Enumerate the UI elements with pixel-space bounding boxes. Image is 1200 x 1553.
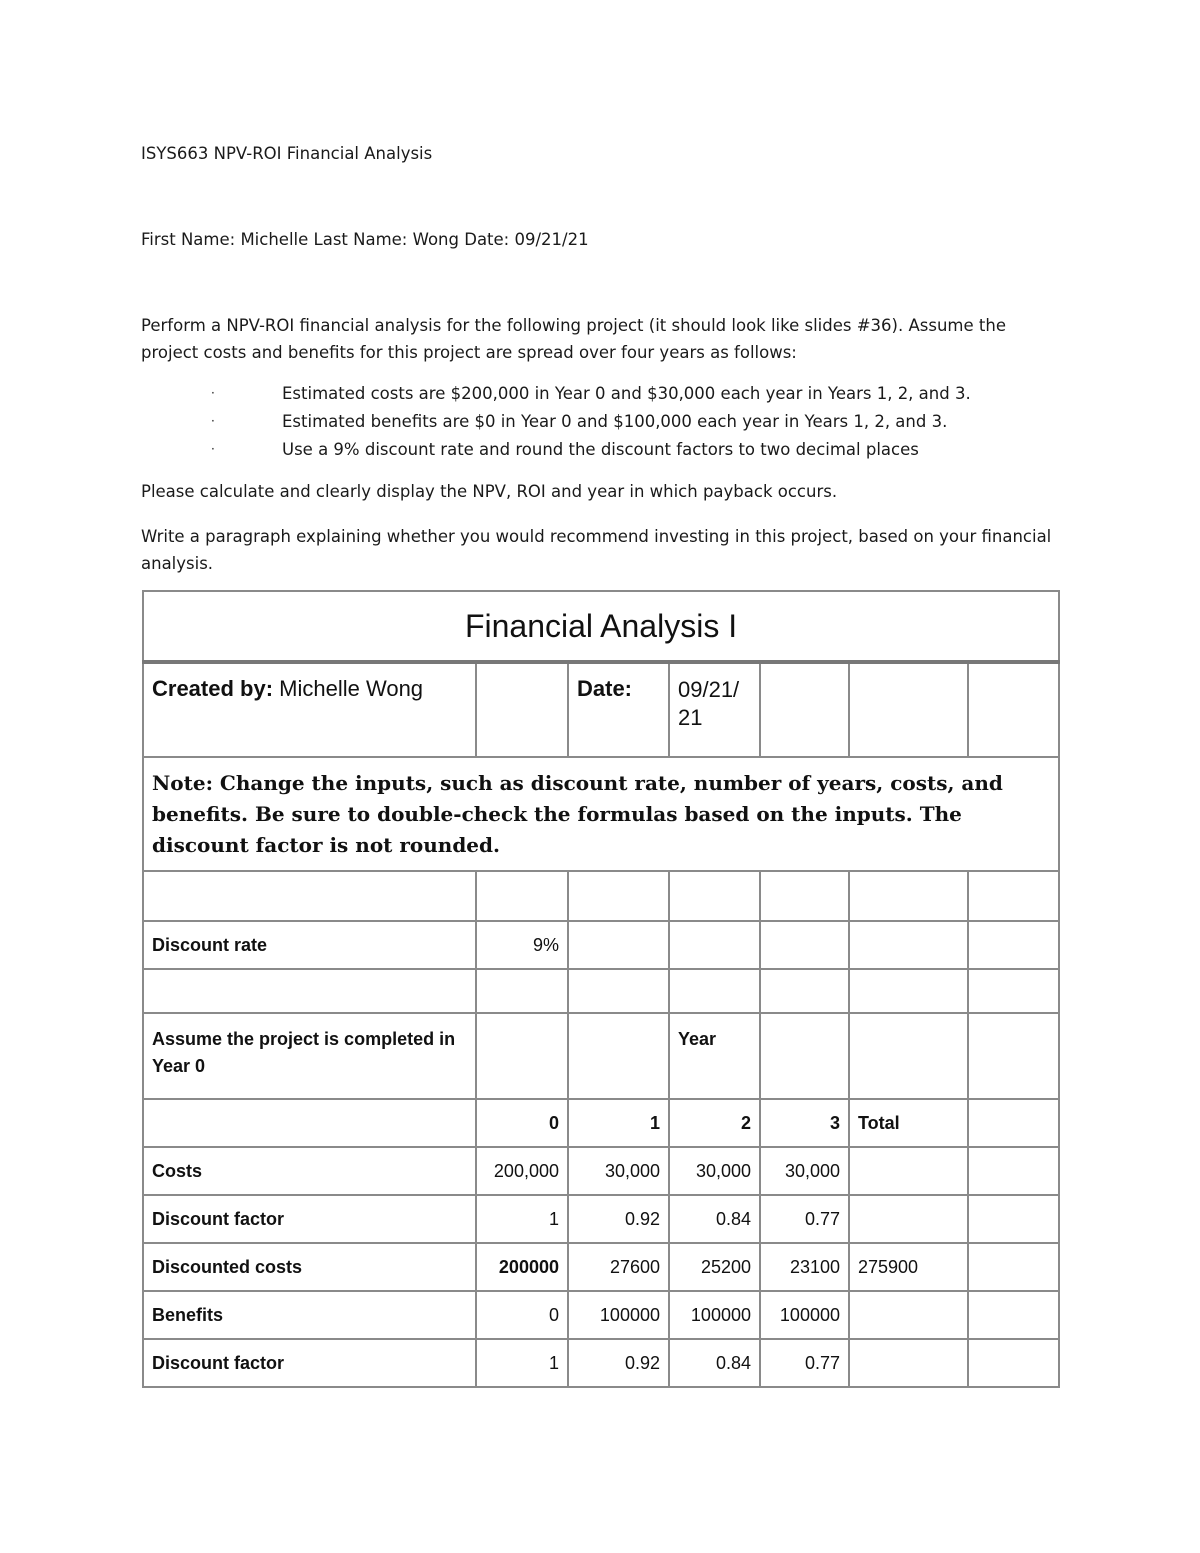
discount-rate-label: Discount rate [143,921,476,969]
value-cell: 0 [476,1291,568,1339]
discount-rate-value: 9% [476,921,568,969]
value-cell: 100000 [760,1291,849,1339]
empty-cell [760,921,849,969]
value-cell: 0.77 [760,1195,849,1243]
year-header: 3 [760,1099,849,1147]
total-cell [849,1339,968,1387]
table-row [143,1339,1059,1387]
calc-instruction: Please calculate and clearly display the NPV, ROI and year in which payback occurs. [141,482,838,501]
year-header: 0 [476,1099,568,1147]
table-row [143,1147,1059,1195]
empty-cell [849,871,968,921]
empty-cell [143,871,476,921]
bullet-dot-icon: · [211,386,215,400]
bullet-dot-icon: · [211,414,215,428]
empty-cell [760,662,849,757]
created-by-cell [143,662,476,757]
empty-cell [968,921,1059,969]
empty-cell [476,969,568,1013]
table-title: Financial Analysis I [143,591,1059,662]
empty-cell [968,1243,1059,1291]
empty-cell [968,969,1059,1013]
assume-label: Assume the project is completed in Year 0 [143,1013,476,1099]
value-cell: 30,000 [669,1147,760,1195]
empty-cell [669,921,760,969]
empty-cell [849,921,968,969]
empty-cell [760,1013,849,1099]
empty-cell [968,1339,1059,1387]
recommend-instruction: Write a paragraph explaining whether you would recommend investing in this project, based on your financial analysis. [141,527,1052,573]
bullet-dot-icon: · [211,442,215,456]
value-cell: 0.92 [568,1339,669,1387]
value-cell: 200000 [476,1243,568,1291]
value-cell: 100000 [568,1291,669,1339]
row-label: Benefits [143,1291,476,1339]
value-cell: 27600 [568,1243,669,1291]
value-cell: 1 [476,1195,568,1243]
empty-cell [849,969,968,1013]
empty-cell [568,1013,669,1099]
table-row [143,1243,1059,1291]
value-cell: 1 [476,1339,568,1387]
empty-cell [669,969,760,1013]
financial-analysis-table [142,590,1060,1388]
empty-cell [568,921,669,969]
total-cell [849,1291,968,1339]
empty-cell [760,871,849,921]
empty-cell [143,969,476,1013]
total-cell [849,1195,968,1243]
empty-cell [968,662,1059,757]
intro-paragraph: Perform a NPV-ROI financial analysis for the following project (it should look like slides #36). Assume the project costs and benefits for this project are spread over four years as follows: [141,316,1006,362]
value-cell: 25200 [669,1243,760,1291]
table-row [143,1195,1059,1243]
value-cell: 100000 [669,1291,760,1339]
year-header: 1 [568,1099,669,1147]
empty-cell [849,1013,968,1099]
empty-cell [476,662,568,757]
empty-cell [968,1291,1059,1339]
value-cell: 0.84 [669,1339,760,1387]
row-label: Discount factor [143,1339,476,1387]
empty-cell [669,871,760,921]
empty-cell [968,1099,1059,1147]
year-header: 2 [669,1099,760,1147]
document-title: ISYS663 NPV-ROI Financial Analysis [141,144,433,163]
value-cell: 0.84 [669,1195,760,1243]
empty-cell [143,1099,476,1147]
total-header: Total [849,1099,968,1147]
value-cell: 23100 [760,1243,849,1291]
empty-cell [968,871,1059,921]
empty-cell [968,1147,1059,1195]
bullet-discount: Use a 9% discount rate and round the discount factors to two decimal places [282,440,919,459]
empty-cell [568,871,669,921]
empty-cell [849,662,968,757]
empty-cell [476,871,568,921]
value-cell: 30,000 [760,1147,849,1195]
value-cell: 30,000 [568,1147,669,1195]
name-line: First Name: Michelle Last Name: Wong Date: 09/21/21 [141,230,589,249]
total-cell [849,1147,968,1195]
created-by-value: Michelle Wong [273,676,424,701]
empty-cell [568,969,669,1013]
table-row [143,1291,1059,1339]
row-label: Discount factor [143,1195,476,1243]
empty-cell [968,1195,1059,1243]
created-by-label: Created by: [152,676,274,701]
year-label: Year [669,1013,760,1099]
row-label: Discounted costs [143,1243,476,1291]
note-cell: Note: Change the inputs, such as discount rate, number of years, costs, and benefits. Be sure to double-check the formulas based on the inputs. The discount factor is not rounded. [143,757,1059,871]
bullet-costs: Estimated costs are $200,000 in Year 0 and $30,000 each year in Years 1, 2, and 3. [282,384,971,403]
empty-cell [968,1013,1059,1099]
date-value: 09/21/ 21 [669,662,760,757]
value-cell: 0.92 [568,1195,669,1243]
value-cell: 200,000 [476,1147,568,1195]
value-cell: 0.77 [760,1339,849,1387]
empty-cell [760,969,849,1013]
total-cell: 275900 [849,1243,968,1291]
empty-cell [476,1013,568,1099]
row-label: Costs [143,1147,476,1195]
bullet-benefits: Estimated benefits are $0 in Year 0 and $100,000 each year in Years 1, 2, and 3. [282,412,948,431]
date-label: Date: [568,662,669,757]
